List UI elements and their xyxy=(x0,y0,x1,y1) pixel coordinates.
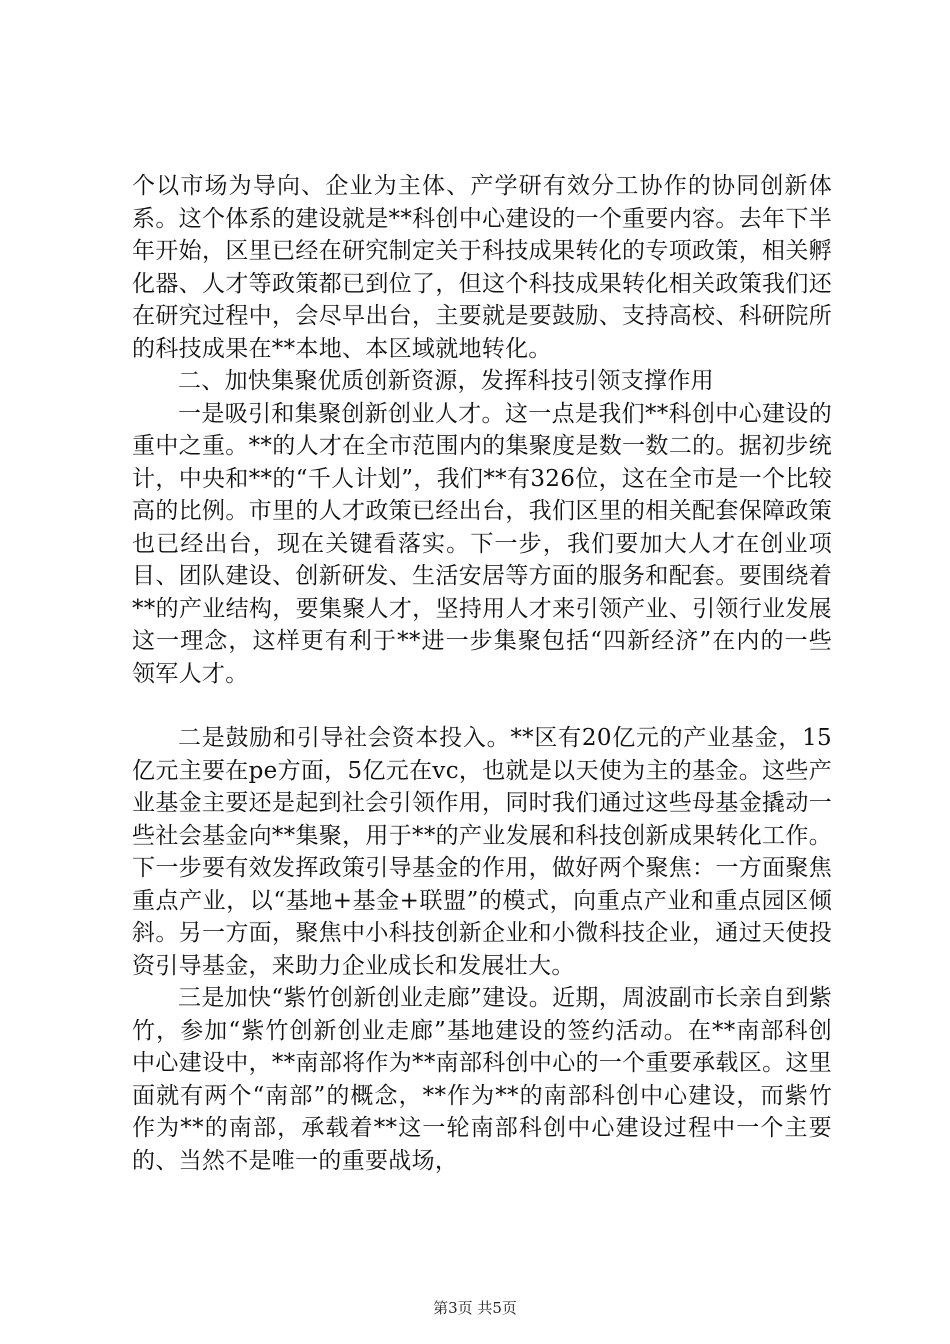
section-heading: 二、加快集聚优质创新资源，发挥科技引领支撑作用 xyxy=(178,368,714,394)
page-footer: 第3页 共5页 xyxy=(433,1299,517,1317)
paragraph-corridor: 三是加快“紫竹创新创业走廊”建设。近期，周波副市长亲自到紫竹，参加“紫竹创新创业走廊”基地建设的签约活动。在**南部科创中心建设中，**南部将作为**南部科创中心的一个重要承载区。这里面就有两个“南部”的概念，**作为**的南部科创中心建设，而紫竹作为**的南部，承载着**这一轮南部科创中心建设过程中一个主要的、当然不是唯一的重要战场， xyxy=(132,985,832,1174)
paragraph-continuation: 个以市场为导向、企业为主体、产学研有效分工协作的协同创新体系。这个体系的建设就是**科创中心建设的一个重要内容。去年下半年开始，区里已经在研究制定关于科技成果转化的专项政策，相关孵化器、人才等政策都已到位了，但这个科技成果转化相关政策我们还在研究过程中，会尽早出台，主要就是要鼓励、支持高校、科研院所的科技成果在**本地、本区域就地转化。 xyxy=(132,173,832,362)
document-body xyxy=(132,170,832,1177)
paragraph-talent: 一是吸引和集聚创新创业人才。这一点是我们**科创中心建设的重中之重。**的人才在全市范围内的集聚度是数一数二的。据初步统计，中央和**的“千人计划”，我们**有326位，这在全市是一个比较高的比例。市里的人才政策已经出台，我们区里的相关配套保障政策也已经出台，现在关键看落实。下一步，我们要加大人才在创业项目、团队建设、创新研发、生活安居等方面的服务和配套。要围绕着**的产业结构，要集聚人才，坚持用人才来引领产业、引领行业发展这一理念，这样更有利于**进一步集聚包括“四新经济”在内的一些领军人才。 xyxy=(132,400,832,687)
paragraph-capital: 二是鼓励和引导社会资本投入。**区有20亿元的产业基金，15亿元主要在pe方面，5亿元在vc，也就是以天使为主的基金。这些产业基金主要还是起到社会引领作用，同时我们通过这些母基金撬动一些社会基金向**集聚，用于**的产业发展和科技创新成果转化工作。下一步要有效发挥政策引导基金的作用，做好两个聚焦：一方面聚焦重点产业，以“基地+基金+联盟”的模式，向重点产业和重点园区倾斜。另一方面，聚焦中小科技创新企业和小微科技企业，通过天使投资引导基金，来助力企业成长和发展壮大。 xyxy=(132,725,832,979)
